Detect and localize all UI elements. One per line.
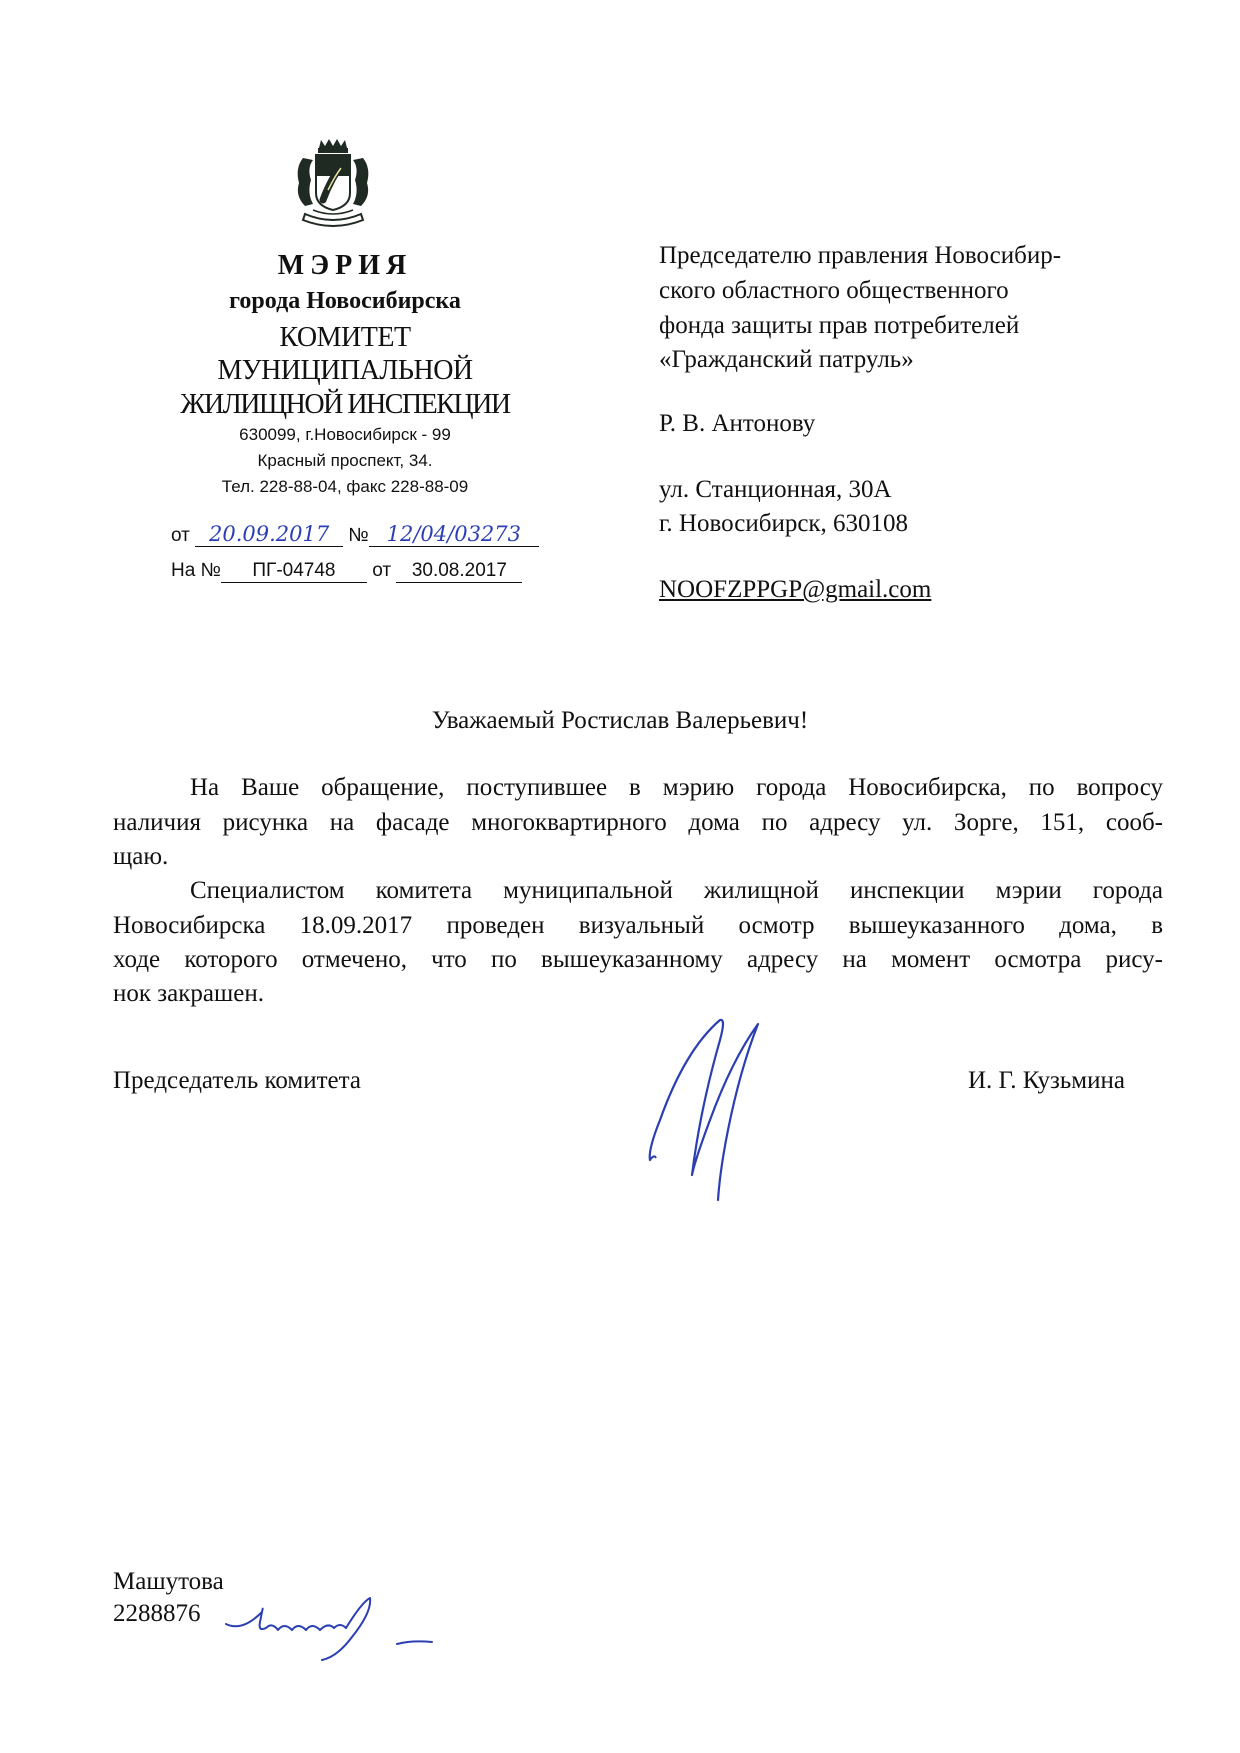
paragraph1-line1: На Ваше обращение, поступившее в мэрию города Новосибирска, по вопросу — [190, 774, 1163, 801]
outgoing-registration — [171, 522, 539, 547]
addressee-street: ул. Станционная, 30А — [659, 476, 892, 503]
committee-title-line1: КОМИТЕТ — [279, 322, 411, 353]
addressee-line1: Председателю правления Новосибир- — [659, 242, 1062, 269]
paragraph2-line2: Новосибирска 18.09.2017 проведен визуальный осмотр вышеуказанного дома, в — [113, 912, 1163, 939]
sender-phone-fax: Тел. 228-88-04, факс 228-88-09 — [221, 477, 469, 496]
outgoing-number: 12/04/03273 — [369, 522, 539, 547]
paragraph1-line3: щаю. — [113, 843, 169, 870]
addressee-line4: «Гражданский патруль» — [659, 346, 914, 373]
addressee-email[interactable] — [659, 576, 931, 604]
addressee-name: Р. В. Антонову — [659, 410, 816, 437]
reply-number: ПГ-04748 — [221, 560, 367, 583]
handwritten-signature-icon — [640, 1010, 780, 1210]
email-link[interactable]: NOOFZPPGP@gmail.com — [659, 576, 932, 603]
sender-address-line2: Красный проспект, 34. — [257, 451, 433, 470]
paragraph1-line2: наличия рисунка на фасаде многоквартирного дома по адресу ул. Зорге, 151, сооб- — [113, 809, 1163, 836]
signatory-title: Председатель комитета — [113, 1067, 361, 1094]
signatory-name: И. Г. Кузьмина — [968, 1067, 1125, 1094]
paragraph2-line4: нок закрашен. — [113, 980, 264, 1007]
reply-number-prefix: На № — [171, 560, 221, 581]
addressee-line3: фонда защиты прав потребителей — [659, 312, 1020, 339]
committee-title-line3: ЖИЛИЩНОЙ ИНСПЕКЦИИ — [180, 389, 510, 420]
committee-title-line2: МУНИЦИПАЛЬНОЙ — [217, 355, 473, 386]
city-title: города Новосибирска — [229, 288, 461, 314]
handwritten-initials-icon — [222, 1592, 437, 1662]
reply-date-prefix: от — [372, 560, 392, 581]
reply-reference — [171, 560, 522, 583]
number-prefix: № — [348, 525, 369, 546]
greeting: Уважаемый Ростислав Валерьевич! — [431, 707, 809, 734]
paragraph2-line1: Специалистом комитета муниципальной жилищной инспекции мэрии города — [190, 877, 1163, 904]
coat-of-arms-icon — [283, 138, 383, 238]
reply-date: 30.08.2017 — [396, 560, 522, 583]
outgoing-date: 20.09.2017 — [195, 522, 343, 547]
sender-address-line1: 630099, г.Новосибирск - 99 — [239, 425, 451, 444]
date-prefix: от — [171, 525, 190, 546]
paragraph2-line3: ходе которого отмечено, что по вышеуказанному адресу на момент осмотра рису- — [113, 946, 1163, 973]
executor-phone: 2288876 — [113, 1600, 201, 1627]
addressee-city: г. Новосибирск, 630108 — [659, 510, 909, 537]
addressee-line2: ского областного общественного — [659, 277, 1009, 304]
executor-name: Машутова — [113, 1568, 224, 1595]
mayor-office-title: МЭРИЯ — [277, 250, 413, 281]
